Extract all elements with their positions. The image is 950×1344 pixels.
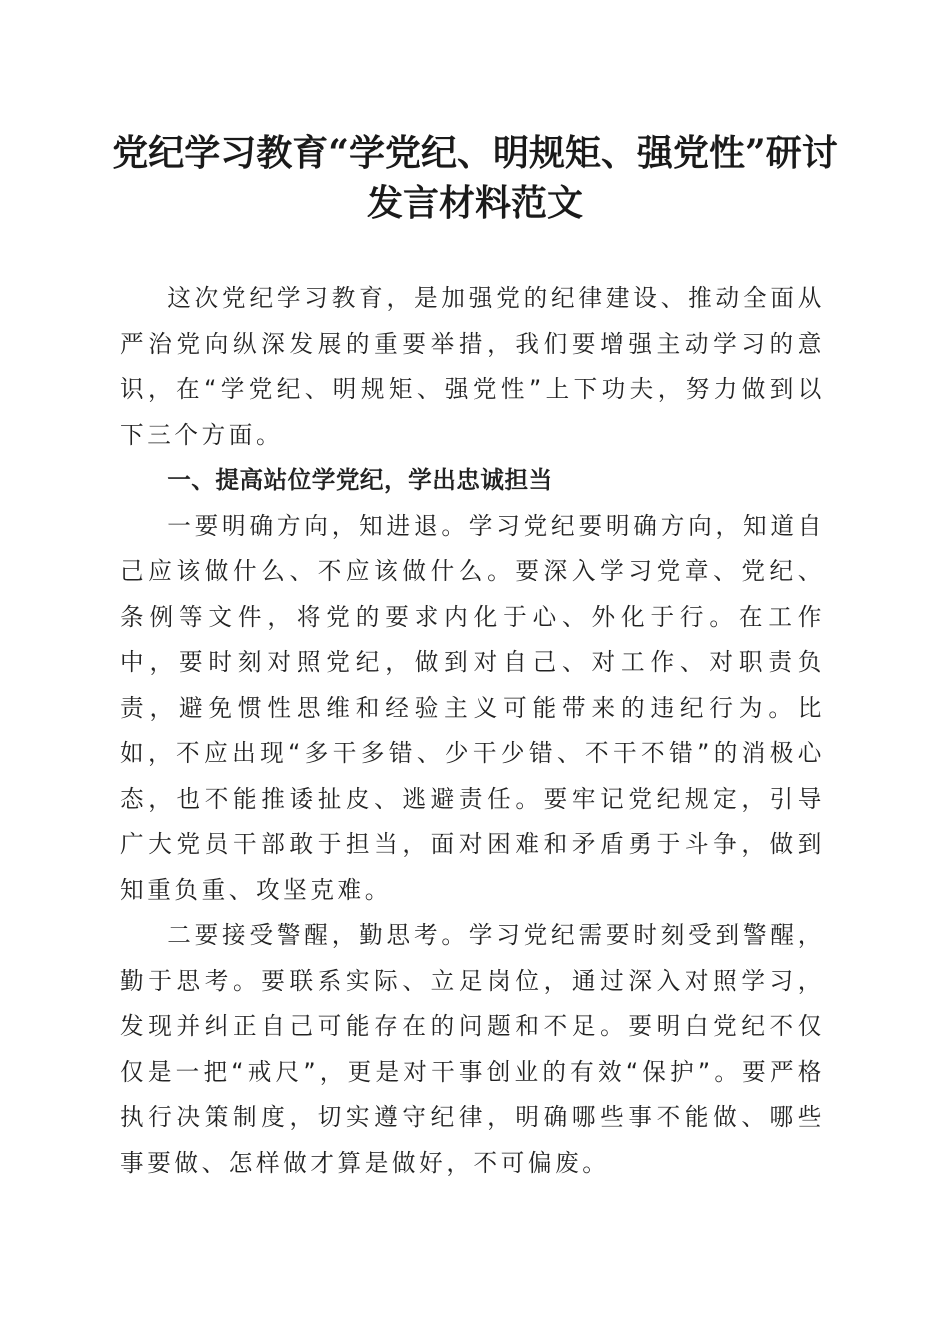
intro-paragraph: 这次党纪学习教育，是加强党的纪律建设、推动全面从严治党向纵深发展的重要举措，我们要增强主动学习的意识，在“学党纪、明规矩、强党性”上下功夫，努力做到以下三个方面。: [120, 284, 825, 449]
document-title: 党纪学习教育“学党纪、明规矩、强党性”研讨发言材料范文: [112, 132, 838, 224]
body-paragraph: 一要明确方向，知进退。学习党纪要明确方向，知道自己应该做什么、不应该做什么。要深入学习党章、党纪、条例等文件，将党的要求内化于心、外化于行。在工作中，要时刻对照党纪，做到对自己、对工作、对职责负责，避免惯性思维和经验主义可能带来的违纪行为。比如，不应出现“多干多错、少干少错、不干不错”的消极心态，也不能推诿扯皮、逃避责任。要牢记党纪规定，引导广大党员干部敢于担当，面对困难和矛盾勇于斗争，做到知重负重、攻坚克难。: [120, 511, 825, 904]
document-body: [120, 276, 825, 1186]
section-heading: 一、提高站位学党纪，学出忠诚担当: [167, 466, 553, 494]
body-paragraph: 二要接受警醒，勤思考。学习党纪需要时刻受到警醒，勤于思考。要联系实际、立足岗位，通过深入对照学习，发现并纠正自己可能存在的问题和不足。要明白党纪不仅仅是一把“戒尺”，更是对干事创业的有效“保护”。要严格执行决策制度，切实遵守纪律，明确哪些事不能做、哪些事要做、怎样做才算是做好，不可偏废。: [120, 921, 825, 1177]
